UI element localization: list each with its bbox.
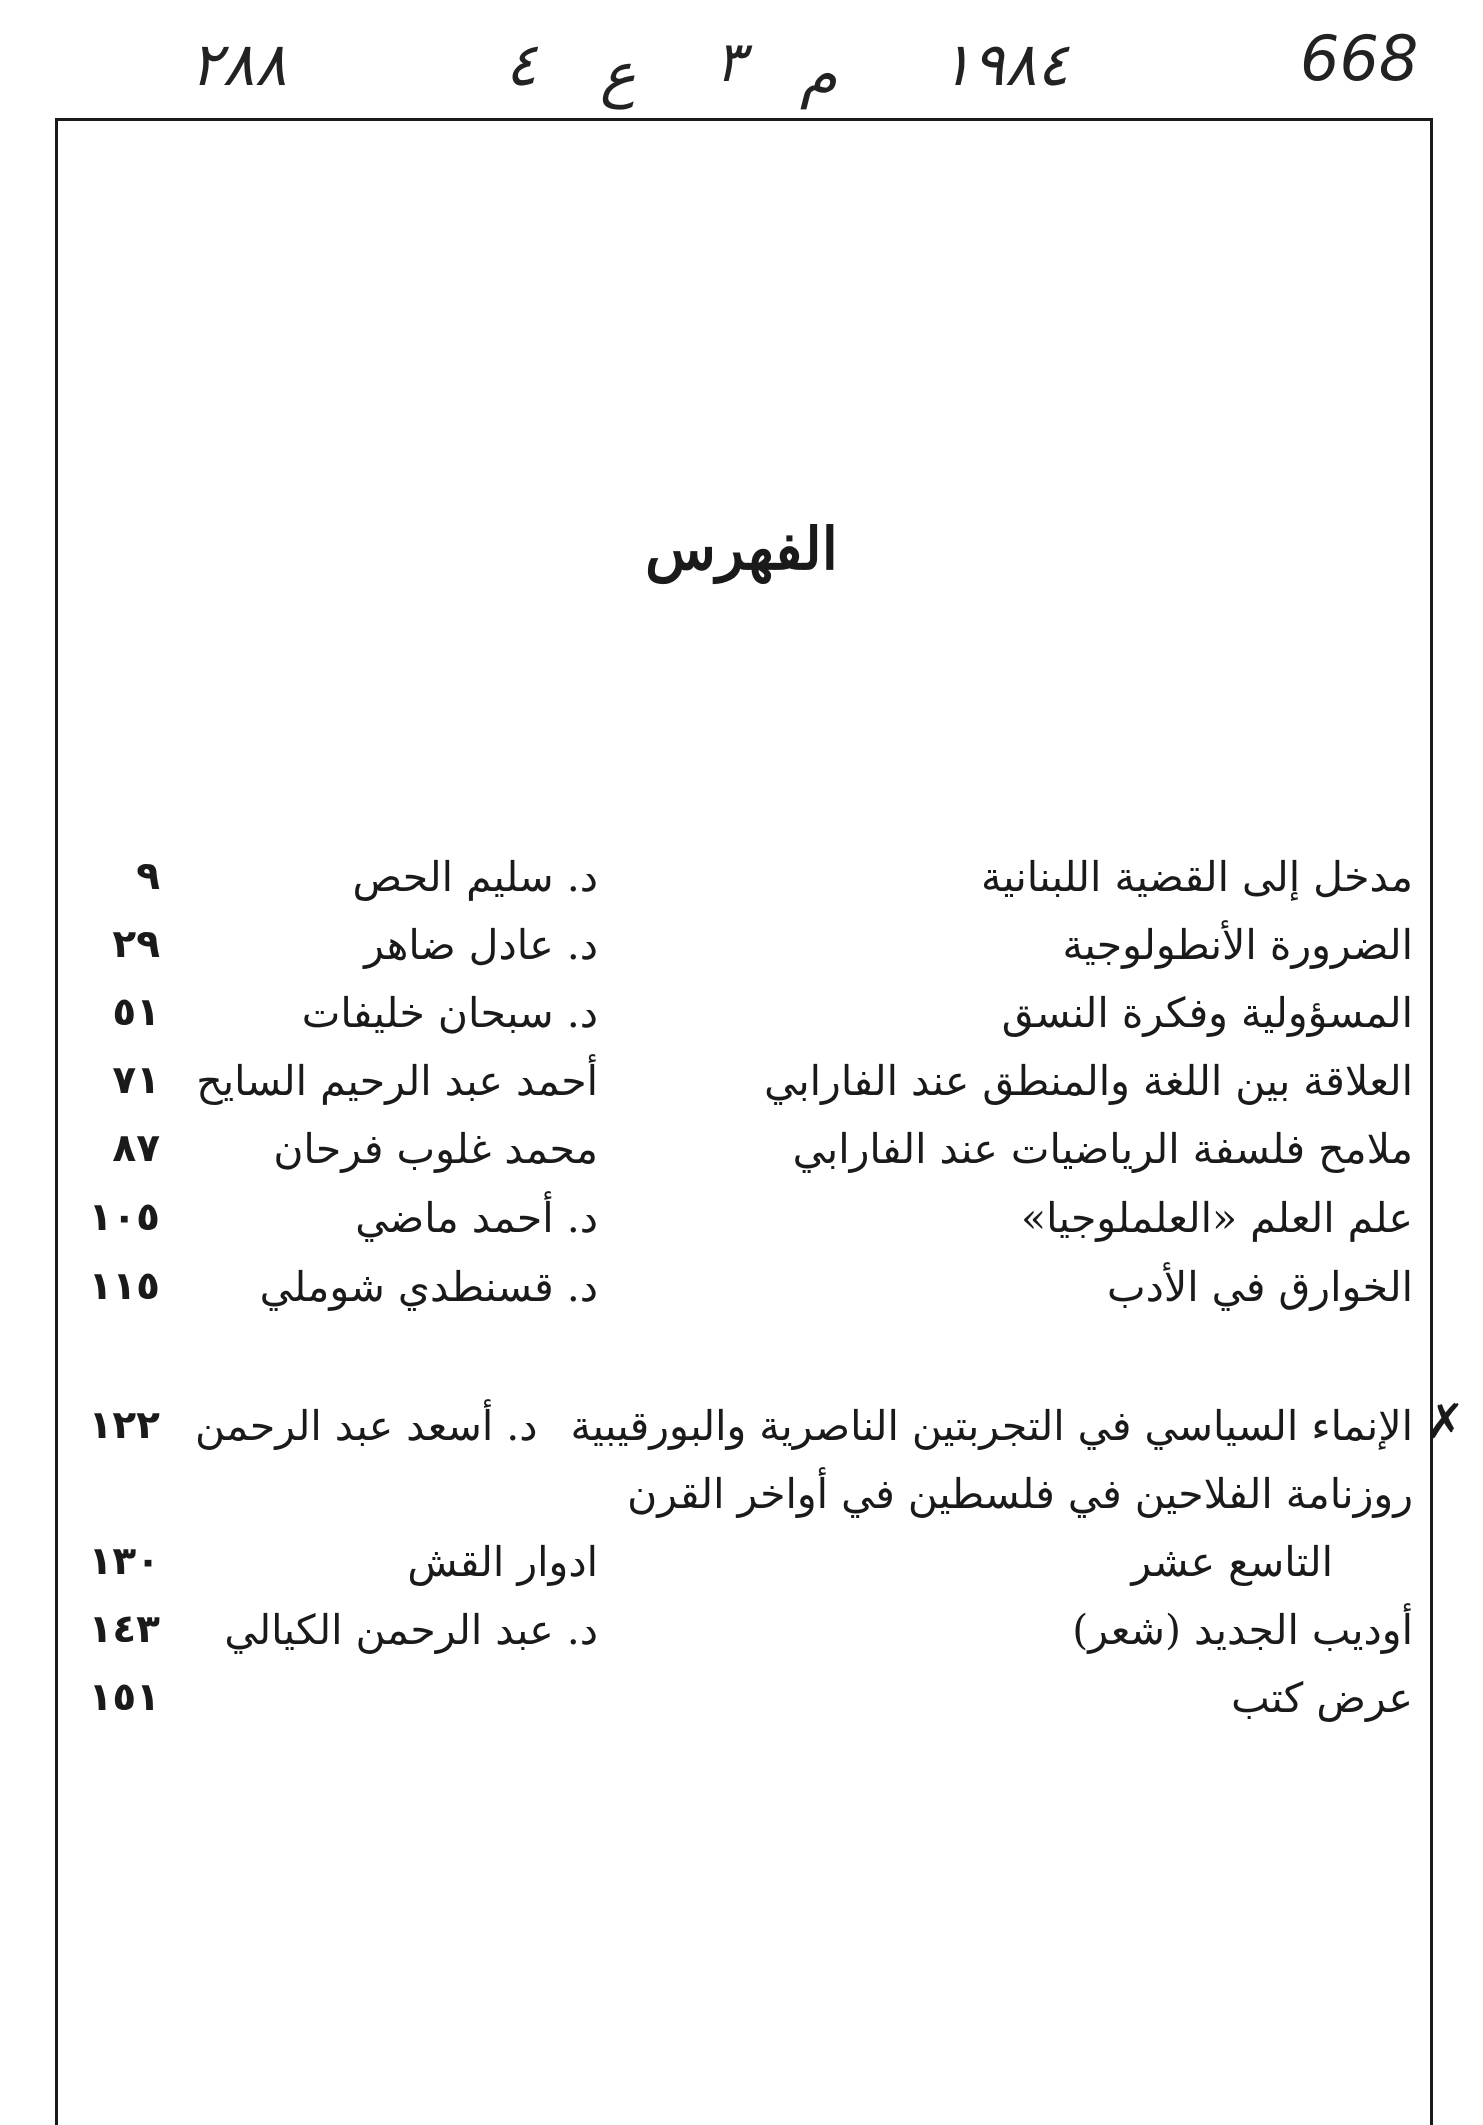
toc-title: روزنامة الفلاحين في فلسطين في أواخر القرن	[627, 1470, 1413, 1518]
toc-row	[0, 1465, 1483, 1523]
toc-page: ١٤٣	[88, 1607, 160, 1652]
handwritten-mark-c: ٣	[715, 30, 746, 95]
toc-row	[0, 1189, 1483, 1247]
toc-author: د. عبد الرحمن الكيالي	[224, 1606, 598, 1654]
toc-row	[0, 1258, 1483, 1316]
toc-title: الإنماء السياسي في التجربتين الناصرية والبورقيبية	[570, 1402, 1413, 1450]
handwritten-mark-d: م	[800, 40, 838, 110]
toc-title: الضرورة الأنطولوجية	[1062, 921, 1413, 969]
toc-row	[0, 1120, 1483, 1178]
toc-row	[0, 848, 1483, 906]
toc-title: ملامح فلسفة الرياضيات عند الفارابي	[792, 1125, 1413, 1173]
handwritten-mark-a: ٤	[505, 30, 538, 100]
toc-page: ٥١	[112, 990, 160, 1035]
toc-title: عرض كتب	[1231, 1674, 1413, 1722]
toc-row	[0, 1601, 1483, 1659]
toc-title: الخوارق في الأدب	[1107, 1263, 1413, 1311]
toc-author: محمد غلوب فرحان	[273, 1125, 598, 1173]
toc-author: أحمد عبد الرحيم السايح	[196, 1057, 598, 1105]
toc-title: العلاقة بين اللغة والمنطق عند الفارابي	[764, 1057, 1413, 1105]
toc-author: ادوار القش	[407, 1538, 598, 1586]
toc-page: ١٢٢	[88, 1403, 160, 1448]
toc-row	[0, 984, 1483, 1042]
toc-author: د. سبحان خليفات	[301, 989, 598, 1037]
handwritten-left-number: ٢٨٨	[190, 30, 287, 100]
toc-title: التاسع عشر	[1131, 1538, 1333, 1586]
toc-row-author-overflow	[0, 1394, 1483, 1455]
toc-page: ١١٥	[88, 1264, 160, 1309]
handwritten-mark-b: ع	[600, 40, 636, 110]
toc-page: ٩	[136, 854, 160, 899]
toc-row	[0, 1533, 1483, 1591]
handwritten-year: ١٩٨٤	[940, 30, 1069, 100]
toc-title: مدخل إلى القضية اللبنانية	[980, 853, 1413, 901]
toc-author: د. أحمد ماضي	[355, 1194, 598, 1242]
toc-row	[0, 1052, 1483, 1110]
toc-row	[0, 916, 1483, 974]
toc-title: أوديب الجديد (شعر)	[1072, 1606, 1413, 1654]
toc-page: ٧١	[112, 1058, 160, 1103]
toc-page: ٢٩	[112, 922, 160, 967]
toc-author: د. سليم الحص	[352, 853, 598, 901]
toc-page: ١٥١	[88, 1675, 160, 1720]
toc-author: د. قسنطدي شوملي	[259, 1263, 598, 1311]
toc-row	[0, 1669, 1483, 1727]
toc-page: ٨٧	[112, 1126, 160, 1171]
toc-page: ١٠٥	[88, 1195, 160, 1240]
handwritten-x-mark: ✗	[1424, 1394, 1465, 1450]
toc-page: ١٣٠	[88, 1539, 160, 1584]
page-title: الفهرس	[645, 515, 838, 583]
toc-title: المسؤولية وفكرة النسق	[1001, 989, 1413, 1037]
toc-author: د. أسعد عبد الرحمن	[195, 1402, 538, 1450]
toc-title: علم العلم «العلملوجيا»	[1021, 1194, 1413, 1242]
toc-author: د. عادل ضاهر	[364, 921, 598, 969]
handwritten-right-number: 668	[1300, 22, 1419, 95]
